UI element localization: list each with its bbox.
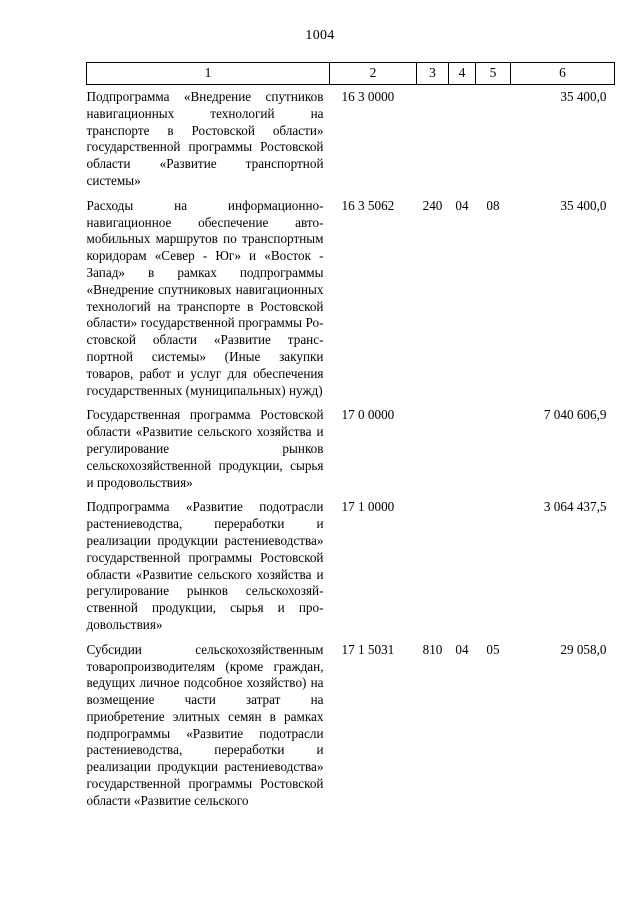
row-rz: 04 <box>455 641 469 657</box>
row-name: Подпрограмма «Внедрение спутников навигационных технологий на транспорте в Ростовской области» государственной программы Ростовской области «Развитие транспортной системы» <box>86 89 324 188</box>
row-vr <box>417 499 449 641</box>
header-row <box>87 63 615 85</box>
row-vr <box>417 85 449 198</box>
row-pr <box>476 85 511 198</box>
header-col-vr: 3 <box>417 63 449 85</box>
table-row <box>87 642 615 818</box>
row-sum: 35 400,0 <box>560 197 607 213</box>
row-code: 17 1 0000 <box>341 499 395 515</box>
row-name: Подпрограмма «Развитие подотрасли растениеводства, переработки и реализации продукции растениеводства» государственной программы Ростовской области «Развитие сельского хозяйства и регулирование рынков сельскохозяйственной продукции, сырья и продовольствия» <box>86 499 324 632</box>
table-header <box>87 63 615 85</box>
row-name: Субсидии сельскохозяйственным товаропроизводителям (кроме граждан, ведущих личное подсобное хозяйство) на возмещение части затрат на приобретение элитных семян в рамках подпрограммы «Развитие подотрасли растениеводства, переработки и реализации продукции растениеводства» государственной программы Ростовской области «Развитие сельского <box>86 641 324 808</box>
row-sum: 29 058,0 <box>560 641 607 657</box>
row-rz <box>449 407 476 499</box>
row-name: Расходы на информационно-навигационное обеспечение автомобильных маршрутов по транспортным коридорам «Север - Юг» и «Восток - Запад» в рамках подпрограммы «Внедрение спутниковых навигационных технологий на транспорте в Ростовской области» государственной программы Ростовской области «Развитие транспортной системы» (Иные закупки товаров, работ и услуг для обеспечения государственных (муниципальных) нужд) <box>86 197 324 398</box>
budget-table <box>86 62 615 818</box>
row-pr: 08 <box>486 197 500 213</box>
row-sum: 3 064 437,5 <box>543 499 607 515</box>
header-col-sum: 6 <box>511 63 615 85</box>
row-sum: 35 400,0 <box>560 89 607 104</box>
row-vr: 240 <box>422 197 443 213</box>
row-vr <box>417 407 449 499</box>
row-vr: 810 <box>422 641 443 657</box>
row-name: Государственная программа Ростовской области «Развитие сельского хозяйства и регулирование рынков сельскохозяйственной продукции, сырья и продовольствия» <box>86 407 324 490</box>
row-rz <box>449 499 476 641</box>
header-col-rz: 4 <box>449 63 476 85</box>
table-body <box>87 85 615 818</box>
row-code: 16 3 5062 <box>341 197 395 213</box>
table-row <box>87 198 615 408</box>
header-col-name: 1 <box>87 63 330 85</box>
header-col-code: 2 <box>330 63 417 85</box>
table-row <box>87 499 615 641</box>
row-rz: 04 <box>455 197 469 213</box>
table-row <box>87 85 615 198</box>
row-code: 17 0 0000 <box>341 407 395 423</box>
row-pr: 05 <box>486 641 500 657</box>
header-col-pr: 5 <box>476 63 511 85</box>
row-rz <box>449 85 476 198</box>
row-pr <box>476 499 511 641</box>
row-code: 16 3 0000 <box>341 89 395 104</box>
table-row <box>87 407 615 499</box>
row-pr <box>476 407 511 499</box>
row-code: 17 1 5031 <box>341 641 395 657</box>
row-sum: 7 040 606,9 <box>543 407 607 423</box>
page-number: 1004 <box>305 28 335 43</box>
